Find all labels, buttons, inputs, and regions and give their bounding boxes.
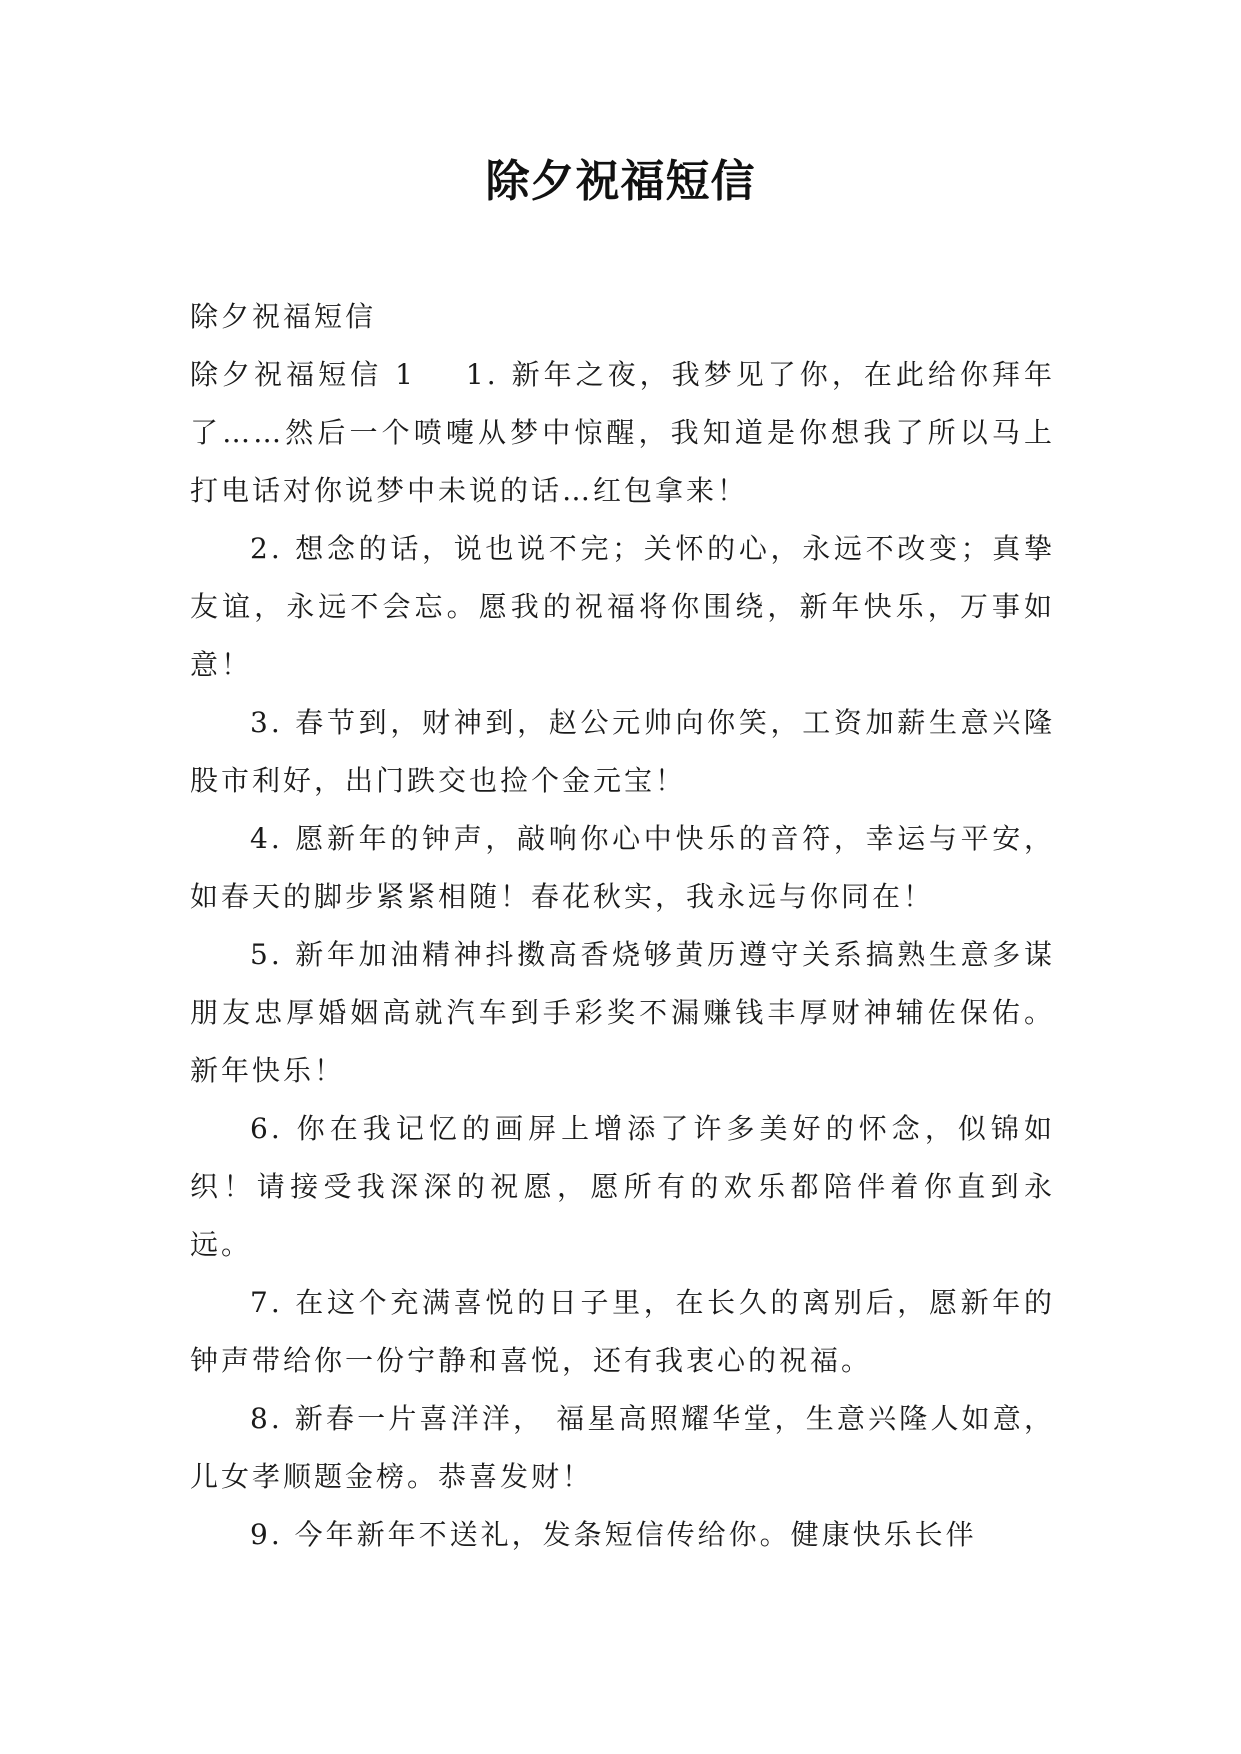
document-title: 除夕祝福短信 — [485, 156, 756, 207]
paragraph-2: 2. 想念的话，说也说不完；关怀的心，永远不改变；真挚友谊，永远不会忘。愿我的祝福将你围绕，新年快乐，万事如意！ — [190, 532, 1055, 681]
section-label: 除夕祝福短信 1 — [190, 358, 416, 391]
paragraph-7: 7. 在这个充满喜悦的日子里，在长久的离别后，愿新年的钟声带给你一份宁静和喜悦，还有我衷心的祝福。 — [190, 1286, 1055, 1377]
document-body — [190, 288, 1055, 1564]
paragraph-1 — [190, 346, 1055, 520]
paragraph-5: 5. 新年加油精神抖擞高香烧够黄历遵守关系搞熟生意多谋朋友忠厚婚姻高就汽车到手彩奖不漏赚钱丰厚财神辅佐保佑。新年快乐！ — [190, 938, 1055, 1087]
paragraph-3: 3. 春节到，财神到，赵公元帅向你笑，工资加薪生意兴隆股市利好，出门跌交也捡个金元宝！ — [190, 706, 1055, 797]
document-subtitle: 除夕祝福短信 — [190, 300, 377, 333]
item-1-text: 1. 新年之夜，我梦见了你，在此给你拜年了……然后一个喷嚏从梦中惊醒，我知道是你想我了所以马上打电话对你说梦中未说的话…红包拿来！ — [190, 358, 1056, 507]
paragraph-8: 8. 新春一片喜洋洋， 福星高照耀华堂，生意兴隆人如意，儿女孝顺题金榜。恭喜发财！ — [190, 1402, 1055, 1493]
paragraph-6: 6. 你在我记忆的画屏上增添了许多美好的怀念，似锦如织！请接受我深深的祝愿，愿所有的欢乐都陪伴着你直到永远。 — [190, 1112, 1055, 1261]
paragraph-9: 9. 今年新年不送礼，发条短信传给你。健康快乐长伴 — [250, 1518, 977, 1551]
paragraph-4: 4. 愿新年的钟声，敲响你心中快乐的音符，幸运与平安，如春天的脚步紧紧相随！春花秋实，我永远与你同在！ — [190, 822, 1055, 913]
